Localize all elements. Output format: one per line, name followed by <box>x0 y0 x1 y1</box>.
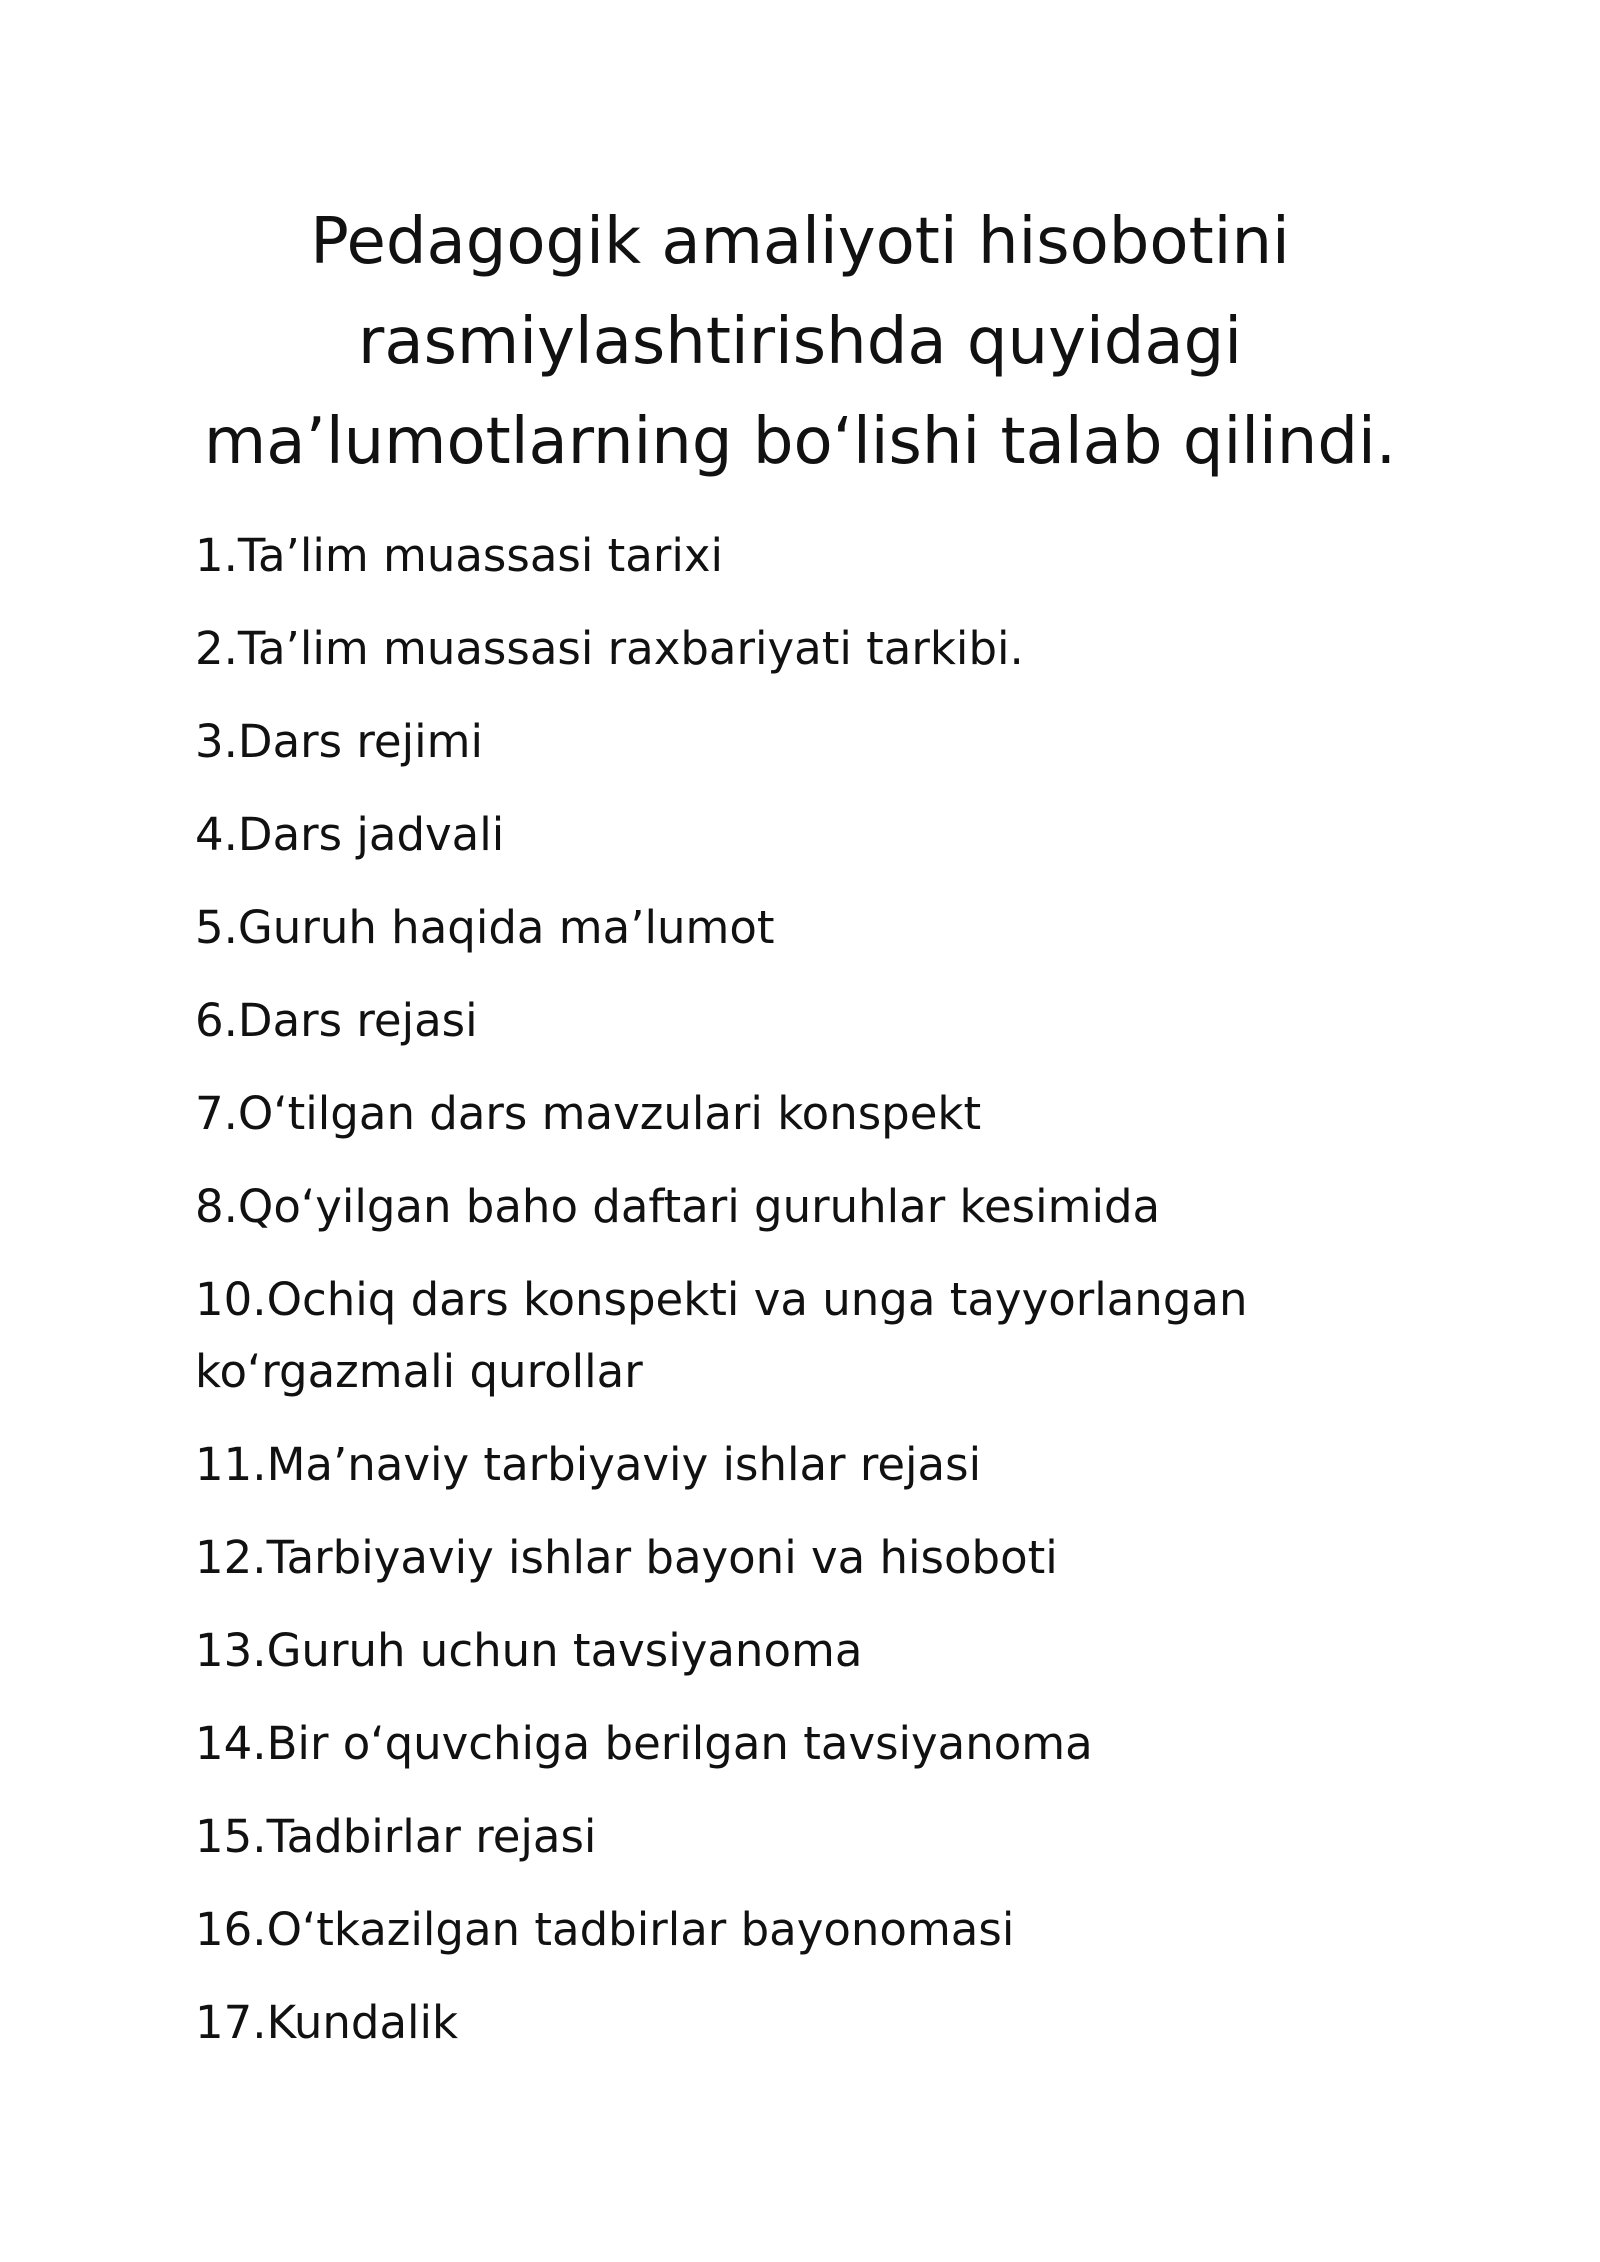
list-item: 1.Ta’lim muassasi tarixi <box>195 529 724 582</box>
list-item: 7.O‘tilgan dars mavzulari konspekt <box>195 1087 982 1140</box>
title-line-3: ma’lumotlarning bo‘lishi talab qilindi. <box>203 405 1397 479</box>
requirements-list <box>195 520 1435 2080</box>
list-item: 4.Dars jadvali <box>195 808 505 861</box>
list-item: 15.Tadbirlar rejasi <box>195 1810 597 1863</box>
list-item: 11.Ma’naviy tarbiyaviy ishlar rejasi <box>195 1438 982 1491</box>
list-item: 17.Kundalik <box>195 1996 459 2049</box>
list-item: 16.O‘tkazilgan tadbirlar bayonomasi <box>195 1903 1015 1956</box>
list-item: 8.Qo‘yilgan baho daftari guruhlar kesimida <box>195 1180 1161 1233</box>
list-item: 2.Ta’lim muassasi raxbariyati tarkibi. <box>195 622 1024 675</box>
list-item: 14.Bir o‘quvchiga berilgan tavsiyanoma <box>195 1717 1093 1770</box>
title-line-2: rasmiylashtirishda quyidagi <box>358 305 1242 379</box>
list-item: 5.Guruh haqida ma’lumot <box>195 901 775 954</box>
list-item: 12.Tarbiyaviy ishlar bayoni va hisoboti <box>195 1531 1058 1584</box>
title-line-1: Pedagogik amaliyoti hisobotini <box>310 205 1290 279</box>
list-item: 13.Guruh uchun tavsiyanoma <box>195 1624 863 1677</box>
list-item: 10.Ochiq dars konspekti va unga tayyorlangan ko‘rgazmali qurollar <box>195 1273 1248 1398</box>
list-item: 6.Dars rejasi <box>195 994 478 1047</box>
document-title <box>0 192 1600 492</box>
list-item: 3.Dars rejimi <box>195 715 483 768</box>
